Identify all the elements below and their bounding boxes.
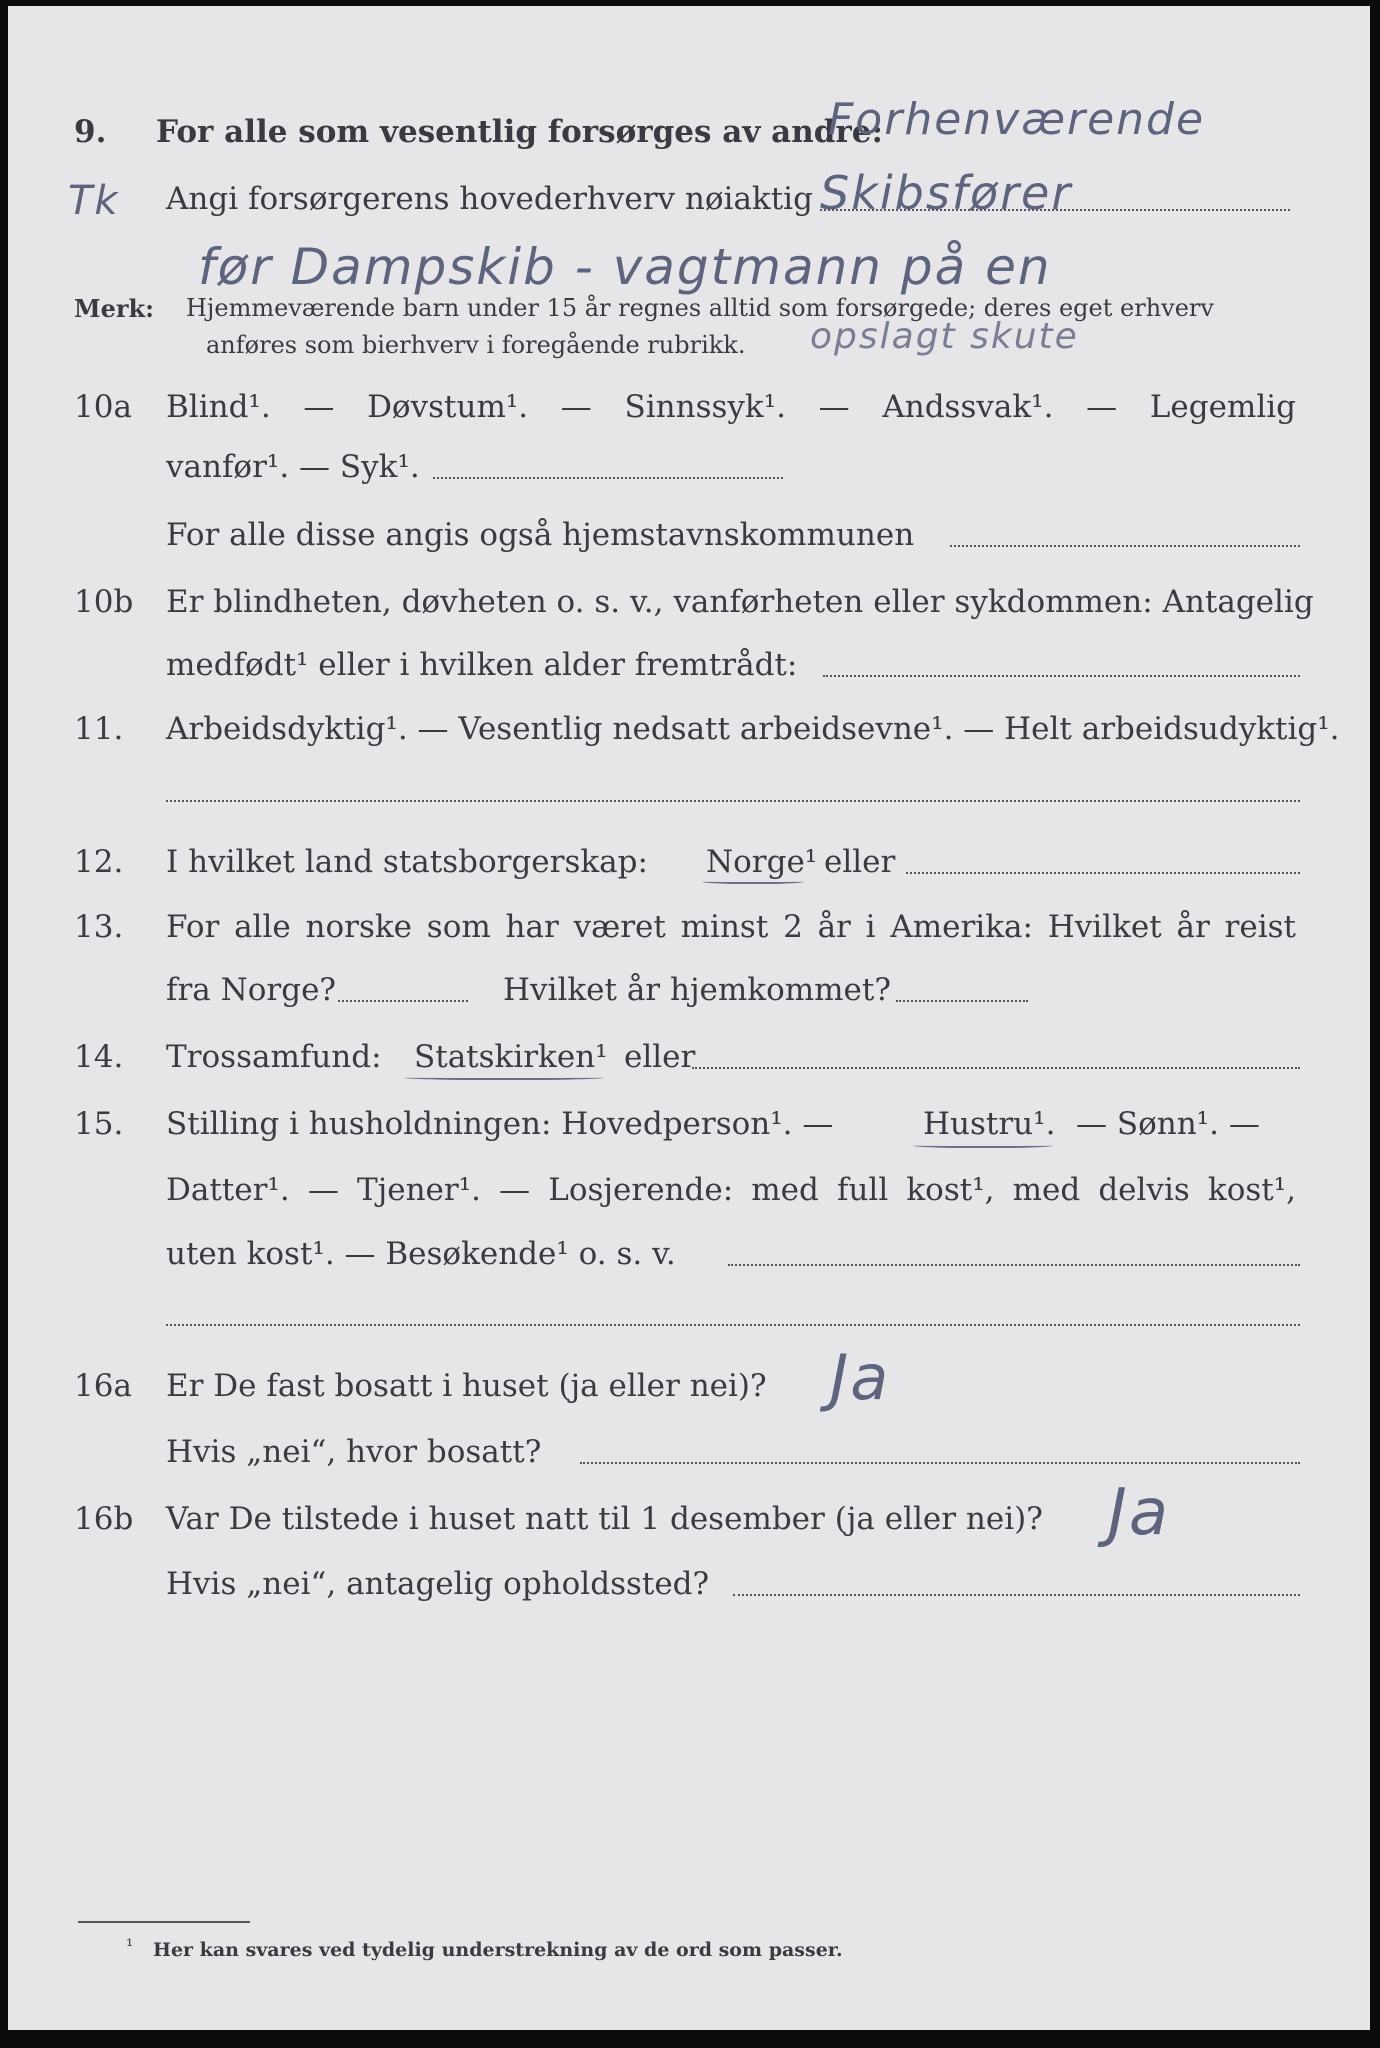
q9-handwritten-occupation: Skibsfører xyxy=(820,166,1073,220)
q13-line2a: fra Norge? xyxy=(166,972,337,1008)
q12-suffix: eller xyxy=(824,844,896,880)
q15-number: 15. xyxy=(74,1106,124,1142)
q16a-number: 16a xyxy=(74,1368,132,1404)
merk-label: Merk: xyxy=(74,294,154,323)
q10b-number: 10b xyxy=(74,584,134,620)
q9-handwritten-line3: før Dampskib - vagtmann på en xyxy=(198,238,1052,296)
q10a-number: 10a xyxy=(74,389,132,425)
q15-option-underline xyxy=(913,1142,1053,1148)
q15-option-hustru: Hustru¹. xyxy=(923,1106,1056,1142)
footnote-text: Her kan svares ved tydelig understrekning av de ord som passer. xyxy=(153,1939,843,1961)
q13-year-left-dotted xyxy=(338,1000,468,1002)
q10b-line2: medfødt¹ eller i hvilken alder fremtrådt: xyxy=(166,647,798,683)
q14-prefix: Trossamfund: xyxy=(166,1039,382,1075)
q16b-line2: Hvis „nei“, antagelig opholdssted? xyxy=(166,1566,710,1602)
q9-margin-note: Tk xyxy=(68,178,120,224)
q15-line1c: — Sønn¹. — xyxy=(1076,1106,1260,1142)
q11-number: 11. xyxy=(74,711,124,747)
q9-number: 9. xyxy=(74,114,107,150)
q16a-line1: Er De fast bosatt i huset (ja eller nei)? xyxy=(166,1368,767,1404)
q12-prefix: I hvilket land statsborgerskap: xyxy=(166,844,648,880)
q15-line3: uten kost¹. — Besøkende¹ o. s. v. xyxy=(166,1236,676,1272)
q10b-line2-dotted xyxy=(823,675,1300,677)
q12-number: 12. xyxy=(74,844,124,880)
q12-option-underline xyxy=(702,878,804,884)
q9-label: For alle som vesentlig forsørges av andre: xyxy=(156,114,883,150)
q10b-line1: Er blindheten, døvheten o. s. v., vanførheten eller sykdommen: Antagelig xyxy=(166,584,1314,620)
q14-number: 14. xyxy=(74,1039,124,1075)
q11-answer-dotted xyxy=(166,800,1300,802)
q15-line1a: Stilling i husholdningen: Hovedperson¹. — xyxy=(166,1106,834,1142)
q13-number: 13. xyxy=(74,909,124,945)
q9-line2: Angi forsørgerens hovederhverv nøiaktig xyxy=(166,181,813,217)
q13-line1: For alle norske som har været minst 2 år i Amerika: Hvilket år reist xyxy=(166,909,1296,945)
q13-year-returned-dotted xyxy=(896,1000,1028,1002)
q14-suffix: eller xyxy=(624,1039,696,1075)
q16b-line1: Var De tilstede i huset natt til 1 desember (ja eller nei)? xyxy=(166,1501,1043,1537)
q9-line2-dotted xyxy=(820,209,1290,211)
merk-line2: anføres som bierhverv i foregående rubrikk. xyxy=(206,331,746,359)
footnote-mark: ¹ xyxy=(126,1936,134,1957)
q10a-line3-dotted xyxy=(950,545,1300,547)
q10a-line2-dotted xyxy=(433,477,783,479)
merk-handwritten: opslagt skute xyxy=(810,316,1079,357)
census-form-page xyxy=(8,6,1370,2030)
q16a-handwritten-answer: Ja xyxy=(830,1341,891,1414)
q9-handwritten-top: Forhenværende xyxy=(828,94,1206,145)
q16b-number: 16b xyxy=(74,1501,134,1537)
q14-dotted xyxy=(692,1067,1300,1069)
q11-line1: Arbeidsdyktig¹. — Vesentlig nedsatt arbeidsevne¹. — Helt arbeidsudyktig¹. xyxy=(166,711,1340,747)
q16a-line2: Hvis „nei“, hvor bosatt? xyxy=(166,1434,542,1470)
q15-line2: Datter¹. — Tjener¹. — Losjerende: med full kost¹, med delvis kost¹, xyxy=(166,1172,1296,1208)
q14-option-underline xyxy=(404,1074,604,1080)
q12-dotted xyxy=(906,872,1300,874)
q16b-line2-dotted xyxy=(733,1594,1300,1596)
q15-line3-dotted xyxy=(728,1264,1300,1266)
q16a-line2-dotted xyxy=(580,1462,1300,1464)
q12-option-norge: Norge¹ xyxy=(706,844,818,880)
q10a-line2: vanfør¹. — Syk¹. xyxy=(166,449,420,485)
q10a-line3: For alle disse angis også hjemstavnskommunen xyxy=(166,517,915,553)
footnote-rule xyxy=(78,1921,250,1923)
q10a-line1: Blind¹. — Døvstum¹. — Sinnssyk¹. — Andssvak¹. — Legemlig xyxy=(166,389,1296,425)
q14-option-statskirken: Statskirken¹ xyxy=(414,1039,608,1075)
q13-line2b: Hvilket år hjemkommet? xyxy=(503,972,891,1008)
merk-line1: Hjemmeværende barn under 15 år regnes alltid som forsørgede; deres eget erhverv xyxy=(186,294,1214,322)
q15-answer-dotted xyxy=(166,1324,1300,1326)
q16b-handwritten-answer: Ja xyxy=(1108,1476,1171,1550)
